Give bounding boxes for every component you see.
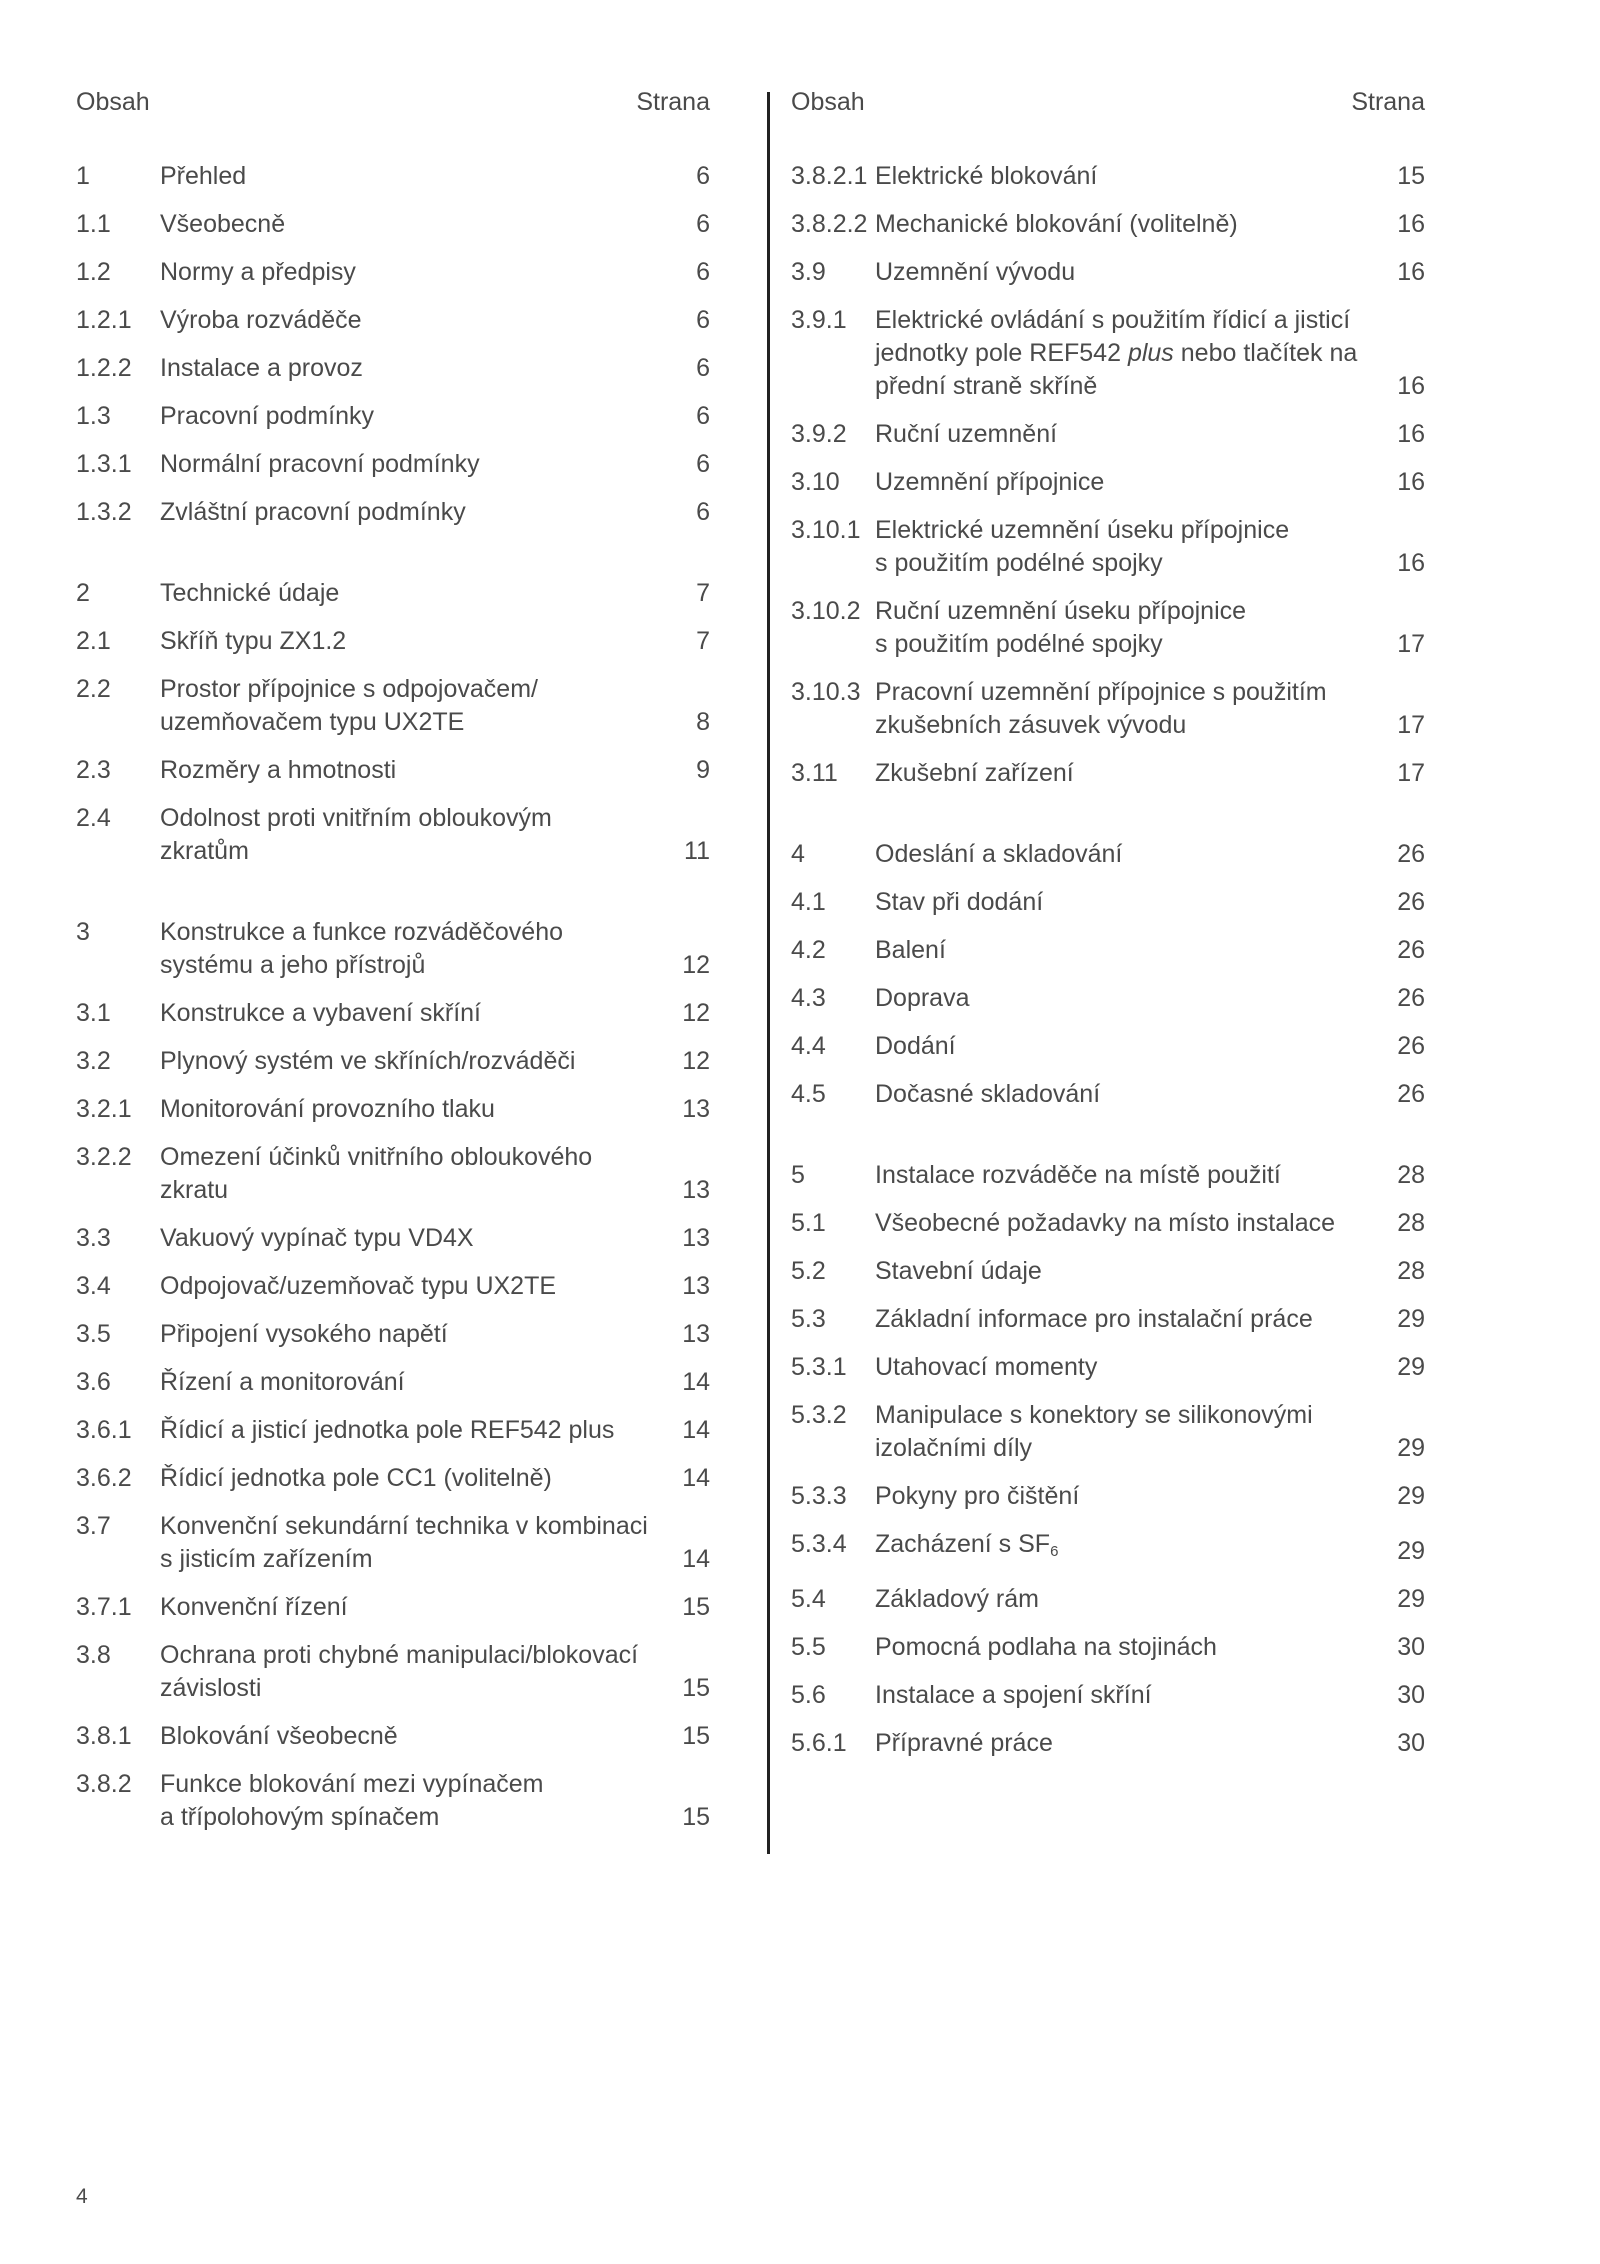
section-title: Přehled [160, 162, 247, 190]
toc-entry[interactable] [791, 1159, 1425, 1192]
page-number-ref: 11 [684, 837, 710, 865]
toc-entry[interactable] [791, 1480, 1425, 1513]
section-number: 3.5 [76, 1320, 111, 1348]
toc-entry[interactable] [76, 400, 710, 433]
page-number-ref: 13 [682, 1272, 710, 1300]
section-number: 1.2.1 [76, 306, 132, 334]
toc-entry[interactable] [76, 448, 710, 481]
section-title-part: nebo tlačítek na přední straně skříně [875, 339, 1358, 400]
section-title: Uzemnění vývodu [875, 258, 1076, 286]
toc-entries-right [791, 160, 1425, 1760]
section-number: 1.1 [76, 210, 111, 238]
toc-entry[interactable] [76, 256, 710, 289]
toc-right-column [791, 84, 1425, 1775]
toc-entry[interactable] [791, 757, 1425, 790]
section-number: 3.6.2 [76, 1464, 132, 1492]
toc-entry[interactable] [76, 304, 710, 337]
section-title: Skříň typu ZX1.2 [160, 627, 347, 655]
section-title: Prostor přípojnice s odpojovačem/ uzemňovačem typu UX2TE [160, 675, 538, 736]
section-number: 3.7 [76, 1512, 111, 1540]
section-title: Konvenční sekundární technika v kombinaci s jisticím zařízením [160, 1512, 648, 1573]
section-title: Konstrukce a funkce rozváděčového systému a jeho přístrojů [160, 918, 564, 979]
section-title-part: plus [1127, 339, 1174, 367]
section-title: Utahovací momenty [875, 1353, 1098, 1381]
section-title: Instalace a spojení skříní [875, 1681, 1152, 1709]
section-number: 3.10.1 [791, 516, 861, 544]
page-number-ref: 26 [1397, 1032, 1425, 1060]
section-title-part: Zacházení s SF [875, 1530, 1051, 1558]
toc-entry[interactable] [791, 838, 1425, 871]
section-title: Monitorování provozního tlaku [160, 1095, 495, 1123]
page-number-ref: 26 [1397, 984, 1425, 1012]
page-number-ref: 7 [696, 627, 710, 655]
page-heading: Strana [636, 88, 710, 116]
section-title: Pracovní podmínky [160, 402, 374, 430]
page-number-ref: 14 [682, 1368, 710, 1396]
page-number-ref: 6 [696, 210, 710, 238]
section-number: 1.3.2 [76, 498, 132, 526]
toc-entry[interactable] [76, 1720, 710, 1753]
page-number-ref: 30 [1397, 1729, 1425, 1757]
page-number-ref: 15 [682, 1803, 710, 1831]
section-number: 4.3 [791, 984, 826, 1012]
section-title: Doprava [875, 984, 970, 1012]
toc-entry[interactable] [791, 1399, 1425, 1465]
section-number: 3 [76, 918, 90, 946]
section-title: Dočasné skladování [875, 1080, 1101, 1108]
toc-entry[interactable] [791, 304, 1425, 403]
section-number: 2 [76, 579, 90, 607]
page-number-ref: 29 [1397, 1305, 1425, 1333]
toc-entry[interactable] [791, 1679, 1425, 1712]
page-number-ref: 13 [682, 1320, 710, 1348]
section-title: Pokyny pro čištění [875, 1482, 1080, 1510]
toc-entry[interactable] [791, 1351, 1425, 1384]
toc-entry[interactable] [76, 496, 710, 529]
toc-entry[interactable] [76, 1510, 710, 1576]
section-number: 5.3.4 [791, 1530, 847, 1558]
page-number-ref: 29 [1397, 1482, 1425, 1510]
page-number-ref: 26 [1397, 840, 1425, 868]
page-number-ref: 28 [1397, 1209, 1425, 1237]
toc-entry[interactable] [791, 1303, 1425, 1336]
toc-entry[interactable] [791, 982, 1425, 1015]
toc-entry[interactable] [76, 802, 710, 868]
section-number: 5.6 [791, 1681, 826, 1709]
section-number: 2.1 [76, 627, 111, 655]
toc-entry[interactable] [791, 1727, 1425, 1760]
page-number-ref: 30 [1397, 1633, 1425, 1661]
page-number-ref: 29 [1397, 1353, 1425, 1381]
section-title: Základní informace pro instalační práce [875, 1305, 1313, 1333]
page-number-ref: 12 [682, 999, 710, 1027]
section-number: 3.2.2 [76, 1143, 132, 1171]
toc-entry[interactable] [791, 676, 1425, 742]
toc-entry[interactable] [791, 1030, 1425, 1063]
toc-entry[interactable] [76, 577, 710, 610]
page-number-ref: 6 [696, 354, 710, 382]
section-title: Stav při dodání [875, 888, 1044, 916]
toc-entries-left [76, 160, 710, 1834]
section-number: 3.8.1 [76, 1722, 132, 1750]
page-number-ref: 16 [1397, 468, 1425, 496]
section-number: 4.2 [791, 936, 826, 964]
page-number-ref: 29 [1397, 1537, 1425, 1565]
toc-entry[interactable] [791, 514, 1425, 580]
section-title: Normální pracovní podmínky [160, 450, 480, 478]
toc-entry[interactable] [76, 1366, 710, 1399]
section-title: Rozměry a hmotnosti [160, 756, 397, 784]
section-title: Normy a předpisy [160, 258, 356, 286]
page-number: 4 [76, 2185, 88, 2208]
section-title: Technické údaje [160, 579, 340, 607]
section-title: Balení [875, 936, 946, 964]
section-title: Ruční uzemnění [875, 420, 1058, 448]
section-number: 4.1 [791, 888, 826, 916]
page-number-ref: 12 [682, 1047, 710, 1075]
toc-entry[interactable] [76, 625, 710, 658]
section-title: Stavební údaje [875, 1257, 1042, 1285]
toc-entry[interactable] [791, 595, 1425, 661]
toc-entry[interactable] [791, 1207, 1425, 1240]
section-title: Ruční uzemnění úseku přípojnice s použitím podélné spojky [875, 597, 1247, 658]
contents-heading: Obsah [76, 88, 150, 116]
section-number: 3.8.2.1 [791, 162, 868, 190]
page-number-ref: 6 [696, 258, 710, 286]
page-number-ref: 6 [696, 402, 710, 430]
toc-entry[interactable] [76, 997, 710, 1030]
toc-entry[interactable] [76, 1045, 710, 1078]
section-title: Přípravné práce [875, 1729, 1053, 1757]
section-number: 2.3 [76, 756, 111, 784]
toc-left-column [76, 84, 710, 1849]
toc-entry[interactable] [76, 1093, 710, 1126]
section-title: Všeobecně [160, 210, 286, 238]
section-number: 3.9.1 [791, 306, 847, 334]
toc-entry[interactable] [76, 754, 710, 787]
toc-header-right [791, 84, 1425, 120]
toc-entry[interactable] [76, 1591, 710, 1624]
toc-entry[interactable] [76, 1462, 710, 1495]
page-heading: Strana [1351, 88, 1425, 116]
section-number: 3.3 [76, 1224, 111, 1252]
page-number-ref: 6 [696, 306, 710, 334]
section-number: 2.4 [76, 804, 111, 832]
section-number: 3.4 [76, 1272, 111, 1300]
section-number: 3.10.3 [791, 678, 861, 706]
page-number-ref: 6 [696, 450, 710, 478]
section-number: 3.8.2.2 [791, 210, 868, 238]
page-number-ref: 26 [1397, 888, 1425, 916]
page-number-ref: 16 [1397, 210, 1425, 238]
section-number: 1.3 [76, 402, 111, 430]
toc-entry[interactable] [76, 673, 710, 739]
section-title: Odolnost proti vnitřním obloukovým zkratům [160, 804, 552, 865]
page-number-ref: 13 [682, 1095, 710, 1123]
page-number-ref: 9 [696, 756, 710, 784]
section-title: Zvláštní pracovní podmínky [160, 498, 466, 526]
section-number: 3.10.2 [791, 597, 861, 625]
toc-entry[interactable] [791, 208, 1425, 241]
page-number-ref: 30 [1397, 1681, 1425, 1709]
page-number-ref: 26 [1397, 936, 1425, 964]
section-number: 5 [791, 1161, 805, 1189]
page-number-ref: 29 [1397, 1434, 1425, 1462]
section-number: 3.6 [76, 1368, 111, 1396]
toc-entry[interactable] [76, 1318, 710, 1351]
section-title: Instalace a provoz [160, 354, 363, 382]
section-number: 3.8 [76, 1641, 111, 1669]
section-title: Omezení účinků vnitřního obloukového zkratu [160, 1143, 593, 1204]
section-title: Pomocná podlaha na stojinách [875, 1633, 1217, 1661]
section-title: Řídicí a jisticí jednotka pole REF542 plus [160, 1416, 615, 1444]
section-number: 5.3.1 [791, 1353, 847, 1381]
section-title: Řízení a monitorování [160, 1368, 405, 1396]
section-title: Řídicí jednotka pole CC1 (volitelně) [160, 1464, 552, 1492]
toc-header-left [76, 84, 710, 120]
section-title: Instalace rozváděče na místě použití [875, 1161, 1281, 1189]
toc-entry[interactable] [791, 466, 1425, 499]
toc-entry[interactable] [76, 1222, 710, 1255]
page-number-ref: 17 [1397, 759, 1425, 787]
toc-entry[interactable] [76, 1270, 710, 1303]
toc-entry[interactable] [791, 1528, 1425, 1568]
toc-entry[interactable] [791, 256, 1425, 289]
toc-entry[interactable] [791, 886, 1425, 919]
toc-entry[interactable] [791, 1078, 1425, 1111]
section-title [875, 1528, 1381, 1568]
page-number-ref: 14 [682, 1464, 710, 1492]
page-number-ref: 16 [1397, 549, 1425, 577]
section-title: Odpojovač/uzemňovač typu UX2TE [160, 1272, 557, 1300]
toc-entry[interactable] [76, 1639, 710, 1705]
section-title: Ochrana proti chybné manipulaci/blokovací závislosti [160, 1641, 639, 1702]
section-title: Všeobecné požadavky na místo instalace [875, 1209, 1335, 1237]
toc-entry[interactable] [76, 1141, 710, 1207]
section-title: Plynový systém ve skříních/rozváděči [160, 1047, 576, 1075]
section-number: 3.2 [76, 1047, 111, 1075]
section-number: 3.11 [791, 759, 838, 787]
section-title: Výroba rozváděče [160, 306, 362, 334]
page-number-ref: 17 [1397, 711, 1425, 739]
page-number-ref: 6 [696, 498, 710, 526]
section-title-part: 6 [1050, 1543, 1059, 1560]
page-number-ref: 7 [696, 579, 710, 607]
section-title: Elektrické blokování [875, 162, 1098, 190]
toc-entry[interactable] [791, 1631, 1425, 1664]
section-title: Funkce blokování mezi vypínačem a třípolohovým spínačem [160, 1770, 544, 1831]
section-number: 1.3.1 [76, 450, 132, 478]
section-number: 5.4 [791, 1585, 826, 1613]
toc-entry[interactable] [791, 934, 1425, 967]
page-number-ref: 29 [1397, 1585, 1425, 1613]
page-number-ref: 15 [1397, 162, 1425, 190]
page-number-ref: 14 [682, 1545, 710, 1573]
toc-entry[interactable] [76, 1768, 710, 1834]
page-number-ref: 15 [682, 1674, 710, 1702]
section-number: 5.6.1 [791, 1729, 847, 1757]
section-title: Připojení vysokého napětí [160, 1320, 448, 1348]
page-number-ref: 16 [1397, 372, 1425, 400]
page-number-ref: 13 [682, 1176, 710, 1204]
toc-entry[interactable] [791, 1255, 1425, 1288]
section-number: 4.4 [791, 1032, 826, 1060]
section-number: 3.9.2 [791, 420, 847, 448]
section-number: 3.2.1 [76, 1095, 132, 1123]
section-title: Dodání [875, 1032, 956, 1060]
section-number: 4.5 [791, 1080, 826, 1108]
page-number-ref: 28 [1397, 1161, 1425, 1189]
toc-entry[interactable] [791, 1583, 1425, 1616]
section-number: 3.8.2 [76, 1770, 132, 1798]
section-number: 5.1 [791, 1209, 826, 1237]
toc-entry[interactable] [76, 208, 710, 241]
toc-entry[interactable] [791, 160, 1425, 193]
toc-entry[interactable] [76, 160, 710, 193]
page-number-ref: 16 [1397, 258, 1425, 286]
page-number-ref: 15 [682, 1593, 710, 1621]
column-divider [767, 92, 770, 1854]
section-title: Mechanické blokování (volitelně) [875, 210, 1238, 238]
page-number-ref: 17 [1397, 630, 1425, 658]
section-title: Konvenční řízení [160, 1593, 348, 1621]
section-number: 3.10 [791, 468, 840, 496]
section-number: 3.6.1 [76, 1416, 132, 1444]
section-title: Odeslání a skladování [875, 840, 1123, 868]
section-title-part: Elektrické ovládání s použitím řídicí a jisticí jednotky pole REF542 [875, 306, 1351, 367]
section-title: Elektrické uzemnění úseku přípojnice s použitím podélné spojky [875, 516, 1290, 577]
section-number: 3.9 [791, 258, 826, 286]
section-number: 3.7.1 [76, 1593, 132, 1621]
section-title: Pracovní uzemnění přípojnice s použitím zkušebních zásuvek vývodu [875, 678, 1327, 739]
section-title: Zkušební zařízení [875, 759, 1074, 787]
toc-entry[interactable] [76, 1414, 710, 1447]
page-number-ref: 28 [1397, 1257, 1425, 1285]
contents-heading: Obsah [791, 88, 865, 116]
section-number: 1 [76, 162, 90, 190]
section-title: Vakuový vypínač typu VD4X [160, 1224, 474, 1252]
section-number: 1.2 [76, 258, 111, 286]
page-number-ref: 16 [1397, 420, 1425, 448]
page-number-ref: 13 [682, 1224, 710, 1252]
page-number-ref: 8 [696, 708, 710, 736]
section-title: Uzemnění přípojnice [875, 468, 1105, 496]
section-number: 2.2 [76, 675, 111, 703]
section-number: 4 [791, 840, 805, 868]
page-number-ref: 14 [682, 1416, 710, 1444]
section-title: Základový rám [875, 1585, 1039, 1613]
section-title: Blokování všeobecně [160, 1722, 398, 1750]
page-number-ref: 15 [682, 1722, 710, 1750]
section-number: 5.2 [791, 1257, 826, 1285]
section-number: 3.1 [76, 999, 111, 1027]
toc-entry[interactable] [76, 352, 710, 385]
section-title [875, 304, 1381, 403]
toc-entry[interactable] [791, 418, 1425, 451]
page-number-ref: 6 [696, 162, 710, 190]
section-number: 5.3.2 [791, 1401, 847, 1429]
section-number: 1.2.2 [76, 354, 132, 382]
section-number: 5.3 [791, 1305, 826, 1333]
section-title: Konstrukce a vybavení skříní [160, 999, 481, 1027]
section-number: 5.5 [791, 1633, 826, 1661]
page-number-ref: 12 [682, 951, 710, 979]
section-title: Manipulace s konektory se silikonovými izolačními díly [875, 1401, 1313, 1462]
toc-entry[interactable] [76, 916, 710, 982]
section-number: 5.3.3 [791, 1482, 847, 1510]
page-number-ref: 26 [1397, 1080, 1425, 1108]
